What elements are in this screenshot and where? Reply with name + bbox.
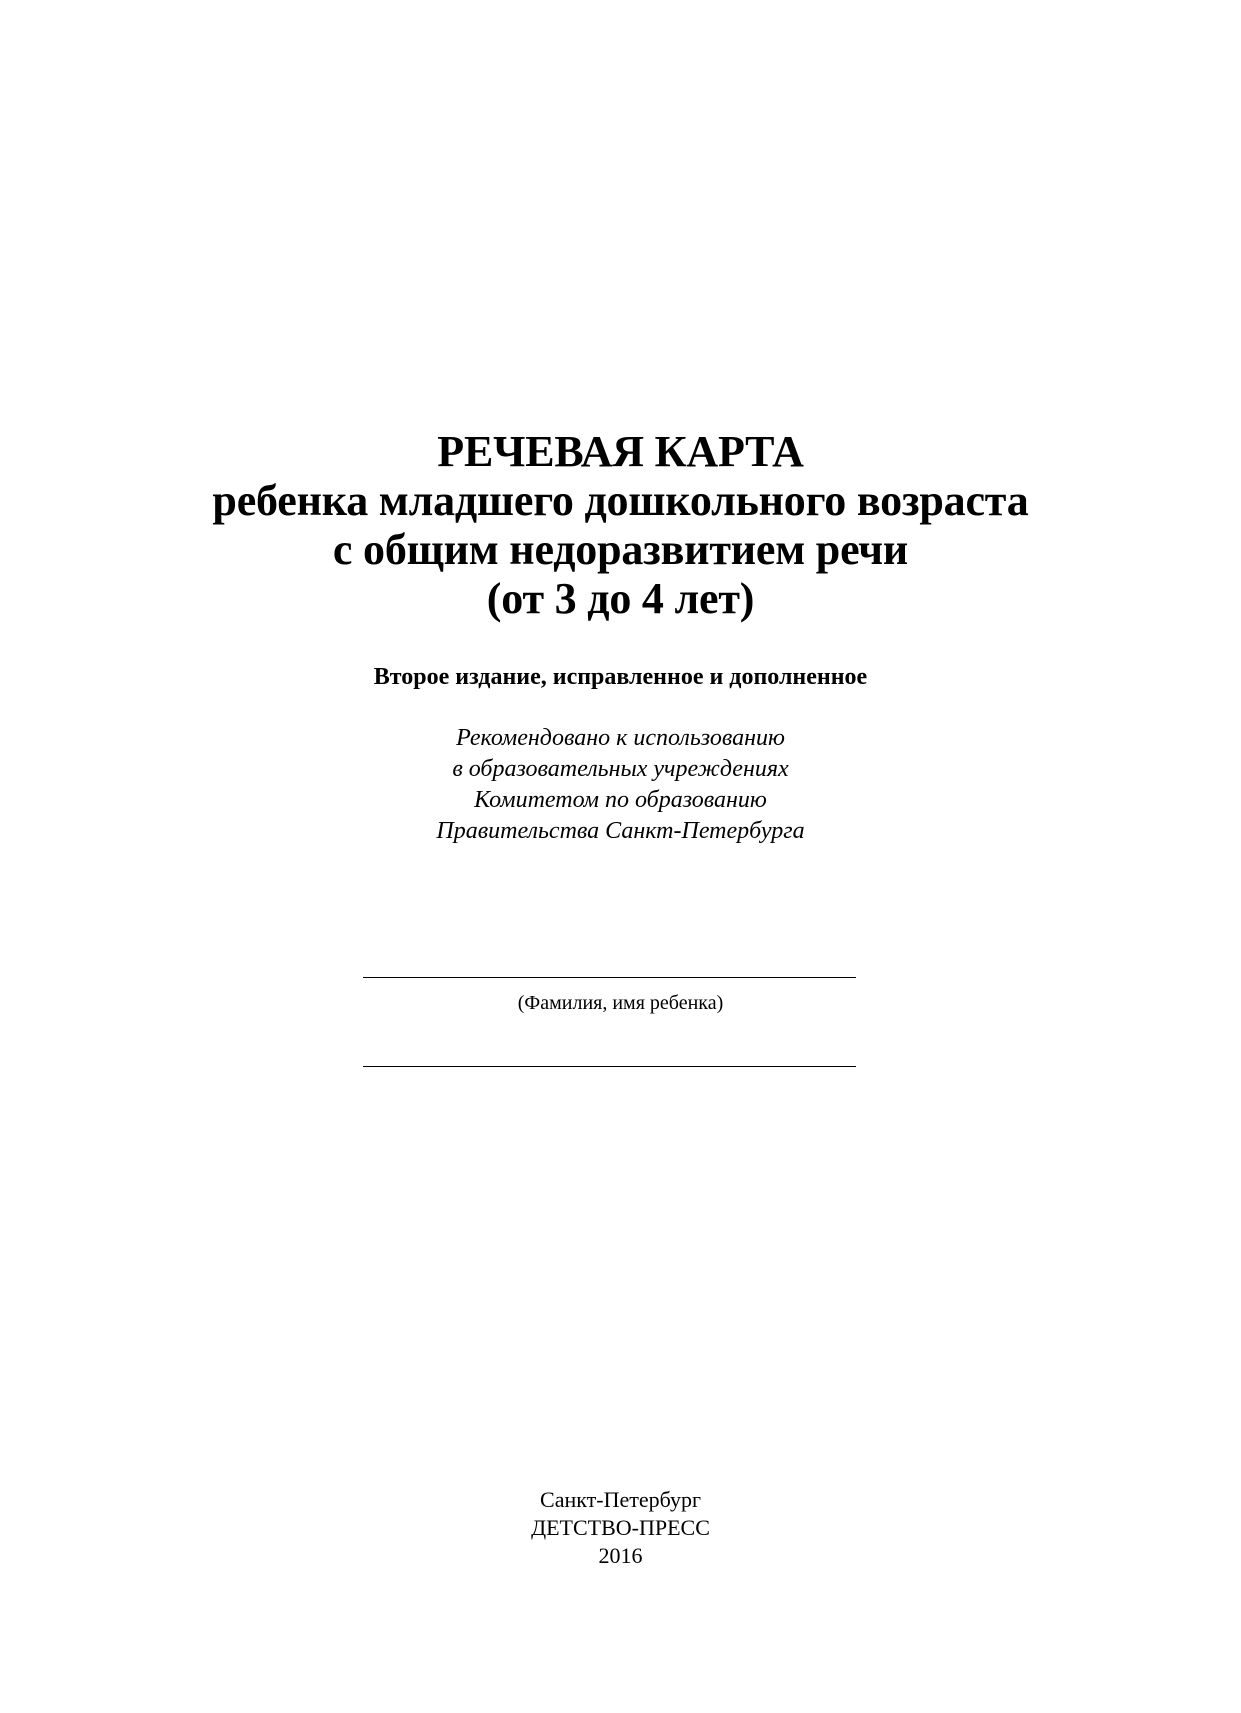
recommendation-line-4: Правительства Санкт-Петербурга [436, 818, 805, 844]
title-line-age: (от 3 до 4 лет) [486, 574, 755, 623]
recommendation-line-1: Рекомендовано к использованию [456, 725, 785, 751]
recommendation-line-2: в образовательных учреждениях [452, 756, 789, 782]
edition-note: Второе издание, исправленное и дополненное [373, 664, 868, 690]
title-line-subject: ребенка младшего дошкольного возраста [212, 476, 1029, 525]
recommendation-line-3: Комитетом по образованию [474, 787, 767, 813]
imprint [0, 1486, 1241, 1570]
title-line-condition: с общим недоразвитием речи [332, 525, 909, 574]
imprint-publisher: ДЕТСТВО-ПРЕСС [531, 1515, 710, 1540]
imprint-year: 2016 [598, 1543, 643, 1568]
title-line-main: РЕЧЕВАЯ КАРТА [437, 427, 804, 476]
child-name-caption: (Фамилия, имя ребенка) [517, 992, 724, 1014]
document-title [0, 427, 1241, 623]
child-name-fill-line [363, 977, 856, 978]
second-fill-line [363, 1066, 856, 1067]
recommendation-note [0, 723, 1241, 847]
imprint-city: Санкт-Петербург [540, 1487, 701, 1512]
